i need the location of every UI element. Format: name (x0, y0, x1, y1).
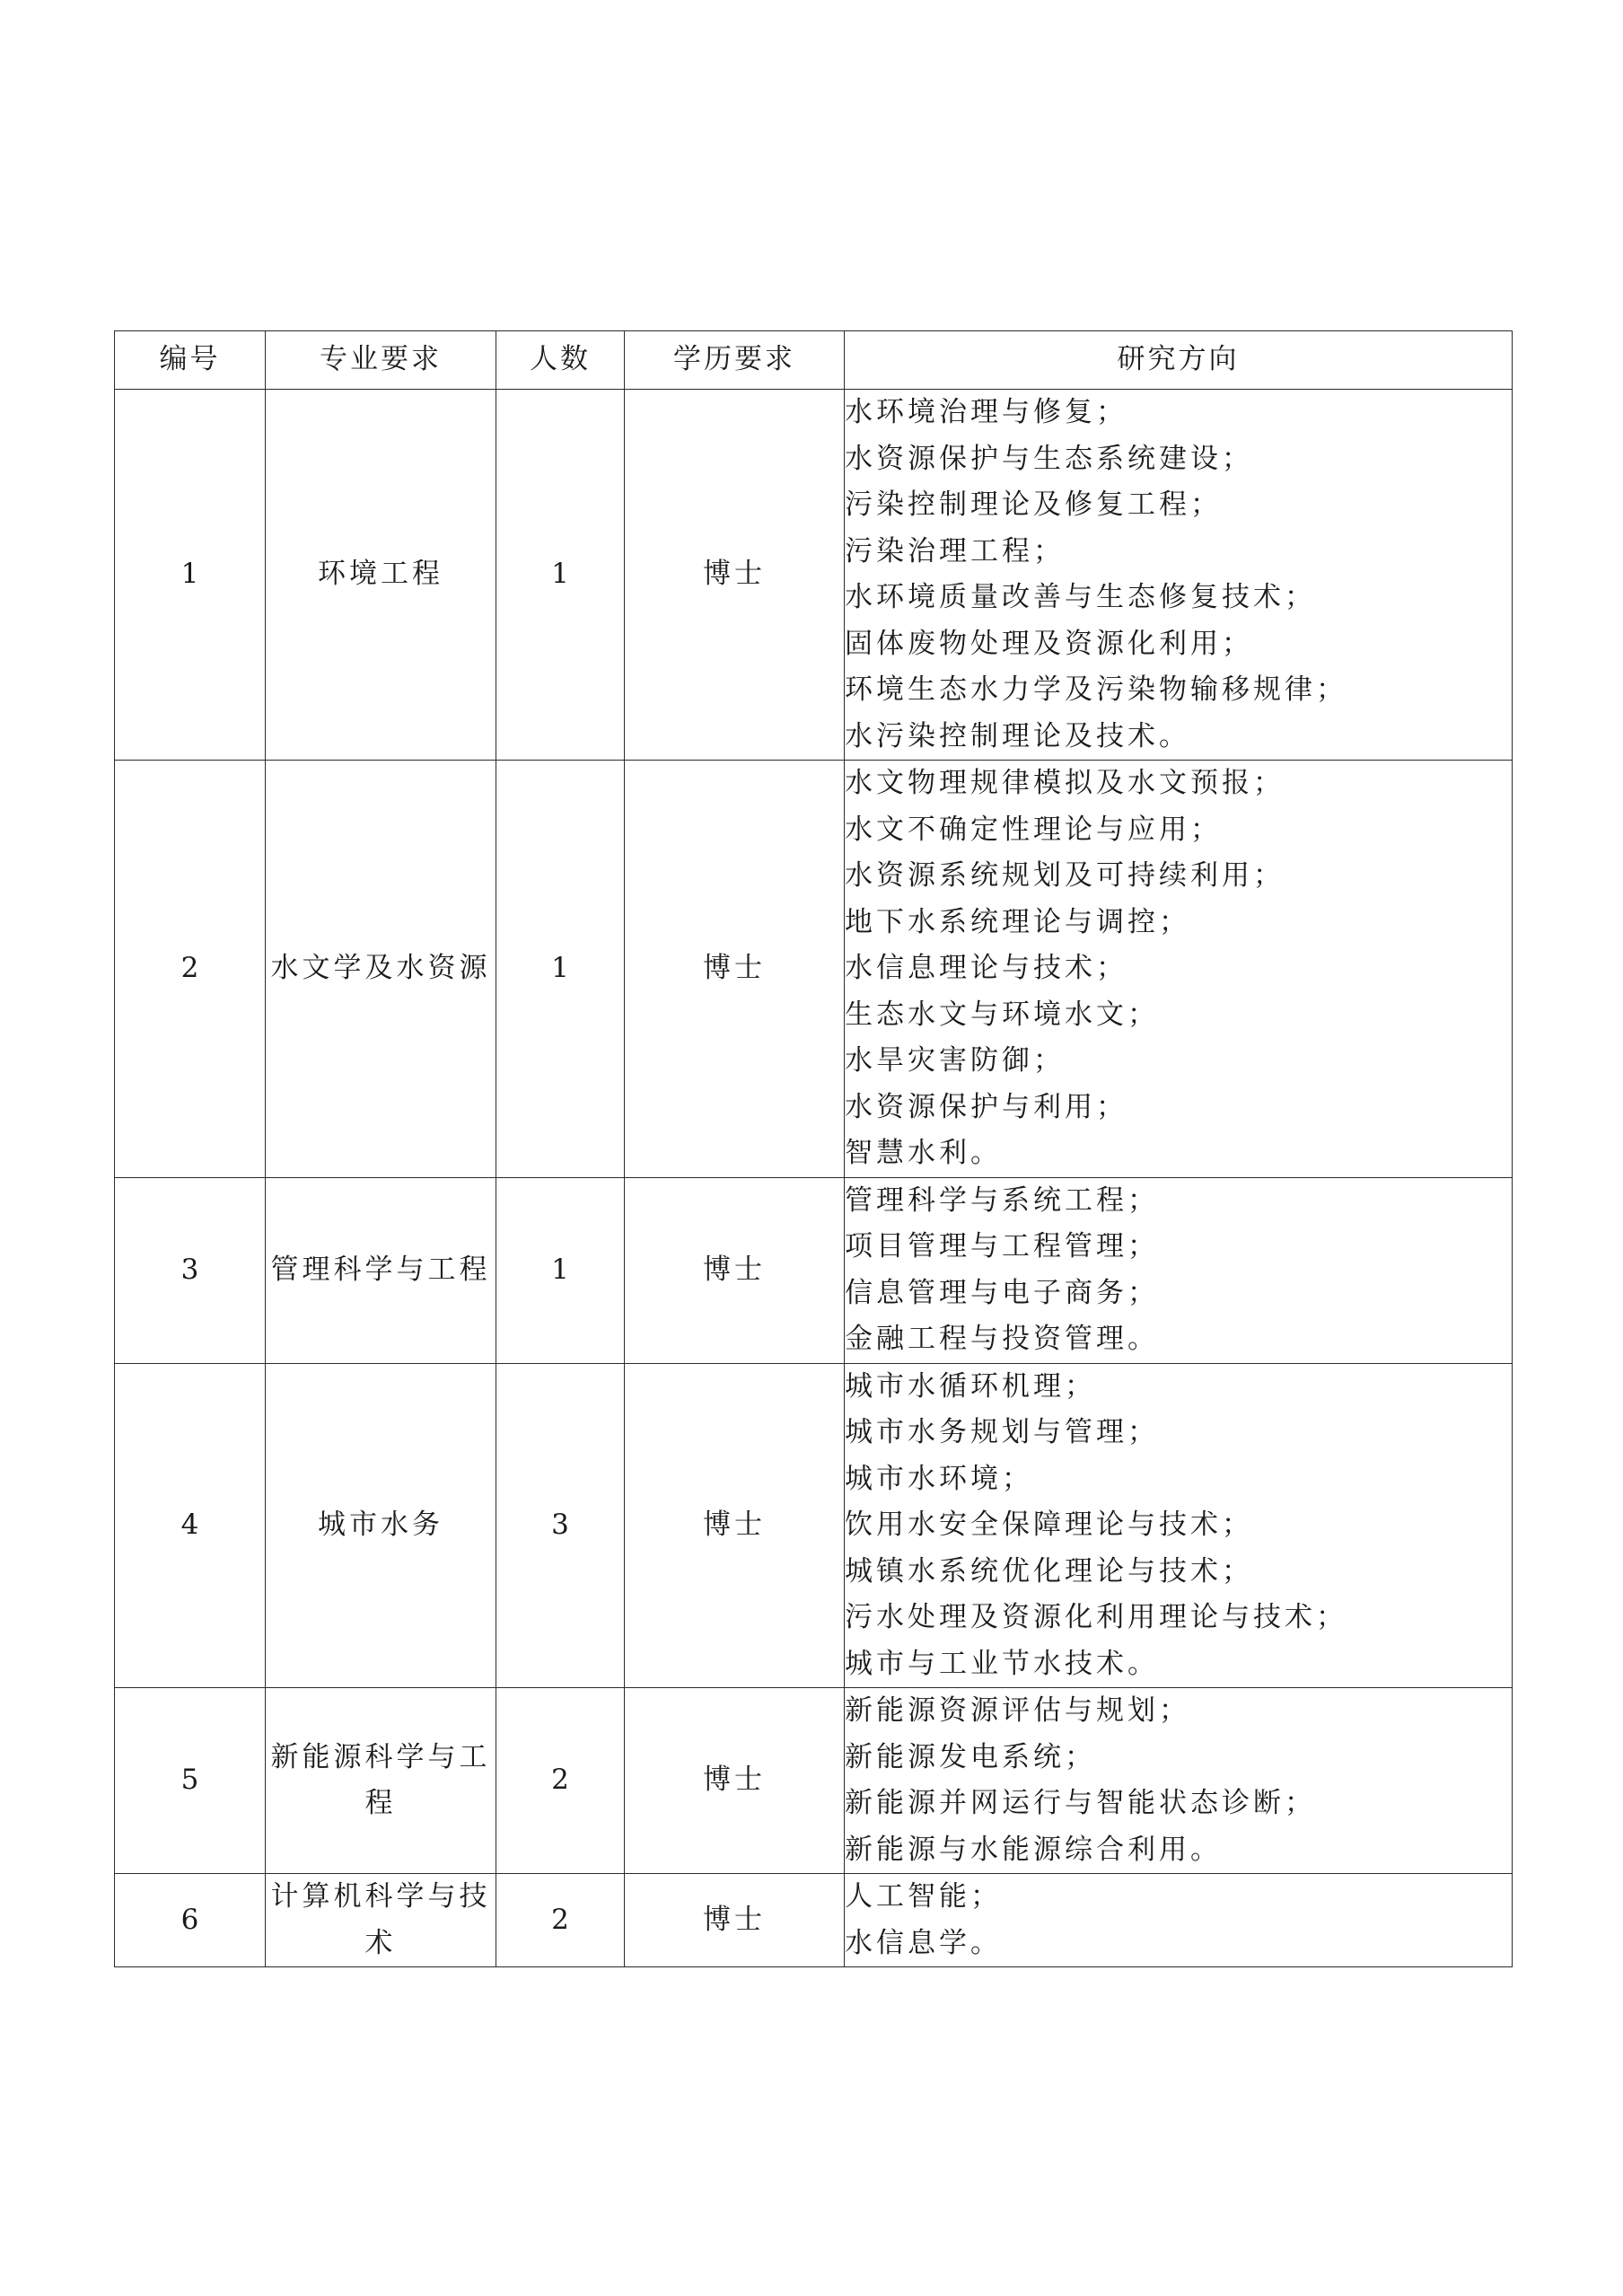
research-direction-item: 水旱灾害防御； (845, 1044, 1065, 1077)
table-row (115, 761, 1513, 1178)
row-id: 5 (115, 1688, 266, 1874)
research-direction-item: 信息管理与电子商务； (845, 1276, 1159, 1309)
table-row (115, 1363, 1513, 1688)
row-count: 1 (496, 761, 625, 1178)
table-row (115, 390, 1513, 761)
research-direction-item: 城市与工业节水技术。 (845, 1647, 1159, 1680)
research-direction-item: 水环境治理与修复； (845, 396, 1127, 428)
row-degree: 博士 (625, 390, 845, 761)
row-count: 2 (496, 1688, 625, 1874)
research-direction-item: 水资源系统规划及可持续利用； (845, 859, 1285, 892)
research-direction-item: 污染控制理论及修复工程； (845, 488, 1222, 521)
row-id: 2 (115, 761, 266, 1178)
header-row (115, 331, 1513, 390)
research-direction-item: 水环境质量改善与生态修复技术； (845, 581, 1316, 613)
row-research-directions (845, 1874, 1513, 1967)
research-direction-item: 环境生态水力学及污染物输移规律； (845, 673, 1347, 706)
header-major: 专业要求 (266, 331, 496, 390)
row-count: 3 (496, 1363, 625, 1688)
research-direction-item: 地下水系统理论与调控； (845, 905, 1190, 938)
table-row (115, 1177, 1513, 1363)
row-research-directions (845, 761, 1513, 1178)
row-major: 城市水务 (266, 1363, 496, 1688)
research-direction-item: 污水处理及资源化利用理论与技术； (845, 1601, 1347, 1633)
research-direction-item: 新能源并网运行与智能状态诊断； (845, 1787, 1316, 1819)
row-research-directions (845, 1688, 1513, 1874)
recruitment-table (114, 330, 1513, 1967)
research-direction-item: 污染治理工程； (845, 534, 1065, 567)
research-direction-item: 城市水环境； (845, 1462, 1033, 1495)
row-degree: 博士 (625, 1363, 845, 1688)
research-direction-item: 人工智能； (845, 1880, 1002, 1913)
header-count: 人数 (496, 331, 625, 390)
row-major: 新能源科学与工程 (266, 1688, 496, 1874)
row-id: 3 (115, 1177, 266, 1363)
research-direction-item: 管理科学与系统工程； (845, 1183, 1159, 1217)
row-id: 1 (115, 390, 266, 761)
row-research-directions (845, 1363, 1513, 1688)
row-research-directions (845, 1177, 1513, 1363)
research-direction-item: 水文物理规律模拟及水文预报； (845, 767, 1285, 799)
table-header (115, 331, 1513, 390)
research-direction-item: 饮用水安全保障理论与技术； (845, 1509, 1253, 1541)
research-direction-item: 水资源保护与利用； (845, 1090, 1127, 1123)
row-degree: 博士 (625, 1874, 845, 1967)
table-row (115, 1874, 1513, 1967)
header-id: 编号 (115, 331, 266, 390)
research-direction-item: 新能源资源评估与规划； (845, 1694, 1190, 1727)
research-direction-item: 水文不确定性理论与应用； (845, 813, 1222, 846)
row-id: 4 (115, 1363, 266, 1688)
row-major: 计算机科学与技术 (266, 1874, 496, 1967)
research-direction-item: 新能源发电系统； (845, 1740, 1096, 1773)
research-direction-item: 生态水文与环境水文； (845, 998, 1159, 1031)
research-direction-item: 智慧水利。 (845, 1137, 1002, 1169)
row-degree: 博士 (625, 761, 845, 1178)
row-count: 2 (496, 1874, 625, 1967)
row-research-directions (845, 390, 1513, 761)
research-direction-item: 城镇水系统优化理论与技术； (845, 1554, 1253, 1588)
row-id: 6 (115, 1874, 266, 1967)
research-direction-item: 固体废物处理及资源化利用； (845, 627, 1253, 660)
research-direction-item: 水信息理论与技术； (845, 952, 1127, 984)
research-direction-item: 金融工程与投资管理。 (845, 1323, 1159, 1355)
research-direction-item: 项目管理与工程管理； (845, 1230, 1159, 1262)
research-direction-item: 新能源与水能源综合利用。 (845, 1833, 1222, 1866)
row-degree: 博士 (625, 1688, 845, 1874)
research-direction-item: 水信息学。 (845, 1926, 1002, 1959)
row-degree: 博士 (625, 1177, 845, 1363)
row-major: 环境工程 (266, 390, 496, 761)
research-direction-item: 城市水循环机理； (845, 1369, 1096, 1403)
research-direction-item: 水资源保护与生态系统建设； (845, 442, 1253, 475)
header-degree: 学历要求 (625, 331, 845, 390)
row-count: 1 (496, 390, 625, 761)
header-research-direction: 研究方向 (845, 331, 1513, 390)
research-direction-item: 水污染控制理论及技术。 (845, 719, 1190, 752)
research-direction-item: 城市水务规划与管理； (845, 1416, 1159, 1448)
row-major: 水文学及水资源 (266, 761, 496, 1178)
row-major: 管理科学与工程 (266, 1177, 496, 1363)
table-row (115, 1688, 1513, 1874)
row-count: 1 (496, 1177, 625, 1363)
table-body (115, 390, 1513, 1967)
